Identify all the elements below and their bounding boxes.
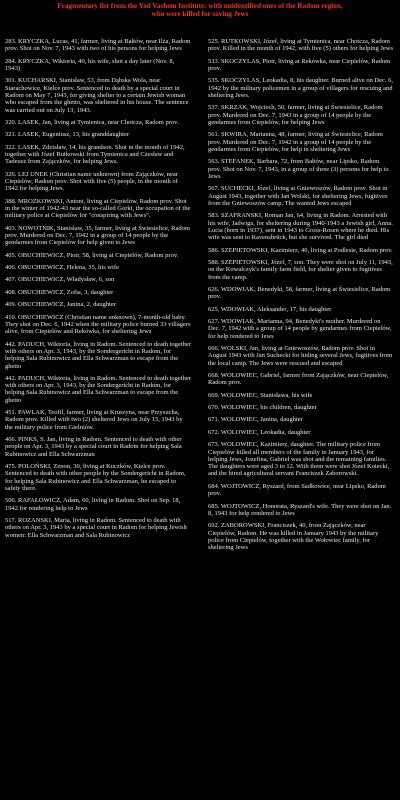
list-entry: 442. PADUCH, Wiktoria, living in Radom. Sentenced to death together with others on Apr. 3, 1943, by the Sondergericht in Radom, for helping Sala Rubinowicz and Ella Schwarzman to escape from the ghetto — [5, 374, 191, 404]
list-entry: 626. WDOWIAK, Benedykt, 58, farmer, living at Świesielice, Radom prov. — [208, 285, 391, 301]
list-entry: 561. SKWIRA, Marianna, 48, farmer, living at Świesielice, Radom prov. Murdered on Dec. 7, 1942 in a group of 14 people by the gendarmes from Ciepielów, for help in sheltering Jews — [208, 131, 383, 153]
list-entry: 586. SZEPIETOWSKI, Kazimierz, 40, living at Podlesie, Radom prov. — [208, 246, 393, 254]
header-line-1: Fragmentary list from the Yad Vashem Institute: with unidentified ones of the Radom region, — [57, 2, 343, 10]
list-entry: 671. WOLOWIEC, Janina, daughter — [208, 416, 303, 424]
list-entry: 535. SKOCZYLAS, Leokadia, 8, his daughter. Burned alive on Dec. 6, 1942 by the military policemen in a group of villagers for rescuing and sheltering Jews. — [208, 77, 394, 99]
document-header — [0, 2, 400, 19]
list-entry: 666. WOLSKI, Jan, living at Gniewoszów, Radom prov. Shot in August 1943 with Jan Suchecki for hiding several Jews, fugitives from the local camp. The Jews were rescued and escaped — [208, 345, 393, 367]
list-entry: 301. KUCHARSKI, Stanisław, 53, from Dąbska Wola, near Starachowice, Kielce prov. Sentenced to death by a special court in Radom on May 7, 1943, for giving shelter to a certain Jewish woman who escaped from the ghetto, was sheltered in his house. The sentence was carried out on July 13, 1943. — [5, 77, 189, 114]
list-entry: 525. RUTKOWSKI, Józef, living at Tymienica, near Chotcza, Radom prov. Killed in the month of 1942, with five (5) others for helping Jews — [208, 38, 393, 53]
list-entry: 533. SKOCZYLAS, Piotr, living at Rekówka, near Ciepielów, Radom prov. — [208, 57, 391, 72]
list-entry: 669. WOLOWIEC, Stanisława, his wife — [208, 391, 313, 399]
list-entry: 283. KRYCZKA, Lucas, 41, farmer, living at Bałtów, near Ilża, Radom prov. Shot on Nov. 7, 1943 with two of his persons for helping Jews — [5, 38, 191, 53]
list-entry: 409. OBUCHIEWICZ, Janina, 2, daughter — [5, 301, 116, 309]
list-entry: 625. WDOWIAK, Aleksander, 17, his daughter — [208, 305, 332, 313]
list-entry: 685. WOJTOWICZ, Honorata, Ryszard's wife. They were shot on Jan. 8, 1943 for help rendered to Jews — [208, 502, 392, 517]
list-entry: 321. LASEK, Eugeniusz, 13, his granddaughter — [5, 131, 130, 139]
list-entry: 537. SKRZAK, Wojciech, 50, farmer, living at Świesielice, Radom prov. Murdered on Dec. 7, 1943 in a group of 14 people by the gendarmes from Ciepielów, for helping Jews — [208, 104, 383, 126]
list-entry: 284. KRYCZKA, Wiktoria, 40, his wife, shot a day later (Nov. 8, 1943) — [5, 57, 175, 72]
list-entry: 684. WOJTOWICZ, Ryszard, from Sadkowice, near Lipsko, Radom prov. — [208, 482, 386, 498]
list-entry: 692. ZABOROWSKI, Franciszek, 40, from Zajączków, near Ciepielów, Radom. He was killed in January 1943 by the military police from Ciepielów, together with the Wołowiec family, for sheltering Jews — [208, 522, 379, 552]
list-entry: 326. LEJ UNEK (Christian name unknown) from Zajączków, near Ciepielów, Radom prov. Shot with five (5) people, in the month of 1942 for helping Jews. — [5, 170, 178, 193]
list-entry: 670. WOLOWIEC, his children, daughter — [208, 404, 317, 412]
list-entry: 406. OBUCHIEWICZ, Helena, 35, his wife — [5, 264, 119, 272]
list-entry: 517. ROZANSKI, Maria, living in Radom. Sentenced to death with others on Apr. 3, 1943 by a special court in Radom for helping Jewish women: Ella Schwarzman and Sala Rubinowicz — [5, 517, 187, 539]
list-entry: 388. MROZKOWSKI, Antoni, living at Ciepielów, Radom prov. Shot in the winter of 1942-43 near the so-called Gorki, the occupation of the military police at Ciepielów for "conspiring with Jews". — [5, 197, 191, 220]
list-entry: 407. OBUCHIEWICZ, Władysław, 6, son — [5, 276, 115, 284]
list-entry: 563. STEFANEK, Barbara, 72, from Bałtów, near Lipsko, Radom prov. Shot on Nov. 7, 1943, in a group of three (3) persons for help to Jews — [208, 158, 389, 180]
list-entry: 410. OBUCHIEWICZ (Christian name unknown), 7-month-old baby. They shot on Dec. 6, 1942 when the military police burned 33 villagers alive, from Ciepielów and Rekówka, for sheltering Jews — [5, 313, 191, 336]
right-column — [208, 38, 394, 556]
list-entry: 583. SZAFRANSKI, Roman Jan, 64, living in Radom. Arrested with his wife, Jadwiga, for sheltering during 1940-1943 a Jewish girl, Anna. Lucia (born in 1937), sent in 1943 to Gross-Rosen where he died. His wife was sent to Ravensbrück, but she survived. The girl died — [208, 212, 393, 242]
list-entry: 475. POLOŃSKI, Zenon, 30, living at Kuczków, Kielce prov. Sentenced to death with other people by the Sondergericht in Radom, for helping Sala Rubinowicz and Ella Schwarzman, he escaped to safety there. — [5, 463, 186, 493]
list-entry: 668. WOLOWIEC, Gabriel, farmer from Zajączków, near Ciepielów, Radom prov. — [208, 372, 389, 387]
header-line-2: who were killed for saving Jews — [151, 10, 249, 19]
list-entry: 588. SZEPIETOWSKI, Józef, 7, son. They were shot on July 11, 1943, on the Kowalczyk's family farm field, for shelter given to fugitives from the camp. — [208, 258, 393, 281]
list-entry: 673. WOLOWIEC, Kazimierz, daughter. The military police from Ciepielów killed all members of the family in January 1943, for helping Jews, Jozefina, Gabriel was shot and the remaining families. The daughters were aged 3 to 12. With them were shot Józef Kotecki, and the hired agricultural servant Franciszek Zaborowski. — [208, 441, 390, 478]
list-entry: 442. PADUCH, Wiktoria, living in Radom. Sentenced to death together with others on Apr. 3, 1943, by the Sondergericht in Radom, for helping Sala Rubinowicz and Ella Schwarzman to escape from the ghetto — [5, 340, 191, 370]
list-entry: 466. PINKS, S. Jan, living in Radom. Sentenced to death with other people on Apr. 3, 1943 by a special court in Radom for helping Sala Rubinowicz and Ella Schwarzman — [5, 436, 182, 458]
list-entry: 403. NOWOTNIK, Stanisław, 35, farmer, living at Świesielice, Radom prov. Murdered on Dec. 7, 1942 in a group of 14 people by the gendarmes from Ciepielów for help given to Jews — [5, 224, 190, 247]
list-entry: 451. PAWLAK, Teofil, farmer, living at Kruszyna, near Przysucha, Radom prov. Killed with two (2) sheltered Jews on July 15, 1943 by the military police from Gielniów. — [5, 409, 183, 431]
list-entry: 320. LASEK, Jan, living at Tymienica, near Chotcza, Radom prov. — [5, 118, 179, 126]
left-column — [5, 38, 191, 544]
list-entry: 506. RAFAŁOWICZ, Adam, 60, living in Radom. Shot on Sep. 18, 1942 for rendering help to Jews — [5, 497, 181, 512]
list-entry: 567. SUCHECKI, Józef, living at Gniewoszów, Radom prov. Shot in August 1943, together with Jan Wolski, for sheltering Jews, fugitives from the Gniewoszów camp. The wanted Jews escaped — [208, 185, 388, 207]
list-entry: 408. OBUCHIEWICZ, Zofia, 3, daughter — [5, 288, 114, 296]
list-entry: 405. OBUCHIEWICZ, Piotr, 58, living at Ciepielów, Radom prov. — [5, 251, 179, 259]
list-entry: 627. WDOWIAK, Marianna, 94, Benedykt's mother. Murdered on Dec. 7, 1942 with a group of 14 people by gendarmes from Ciepielów, for help rendered to Jews — [208, 318, 392, 340]
list-entry: 322. LASEK, Zdzisław, 14, his grandson. Shot in the month of 1942, together with Józef Rutkowski from Tymienica and Czesław and Tadeusz from Zajączków, for helping Jews. — [5, 143, 185, 166]
list-entry: 672. WOLOWIEC, Leokadia, daughter — [208, 428, 311, 436]
